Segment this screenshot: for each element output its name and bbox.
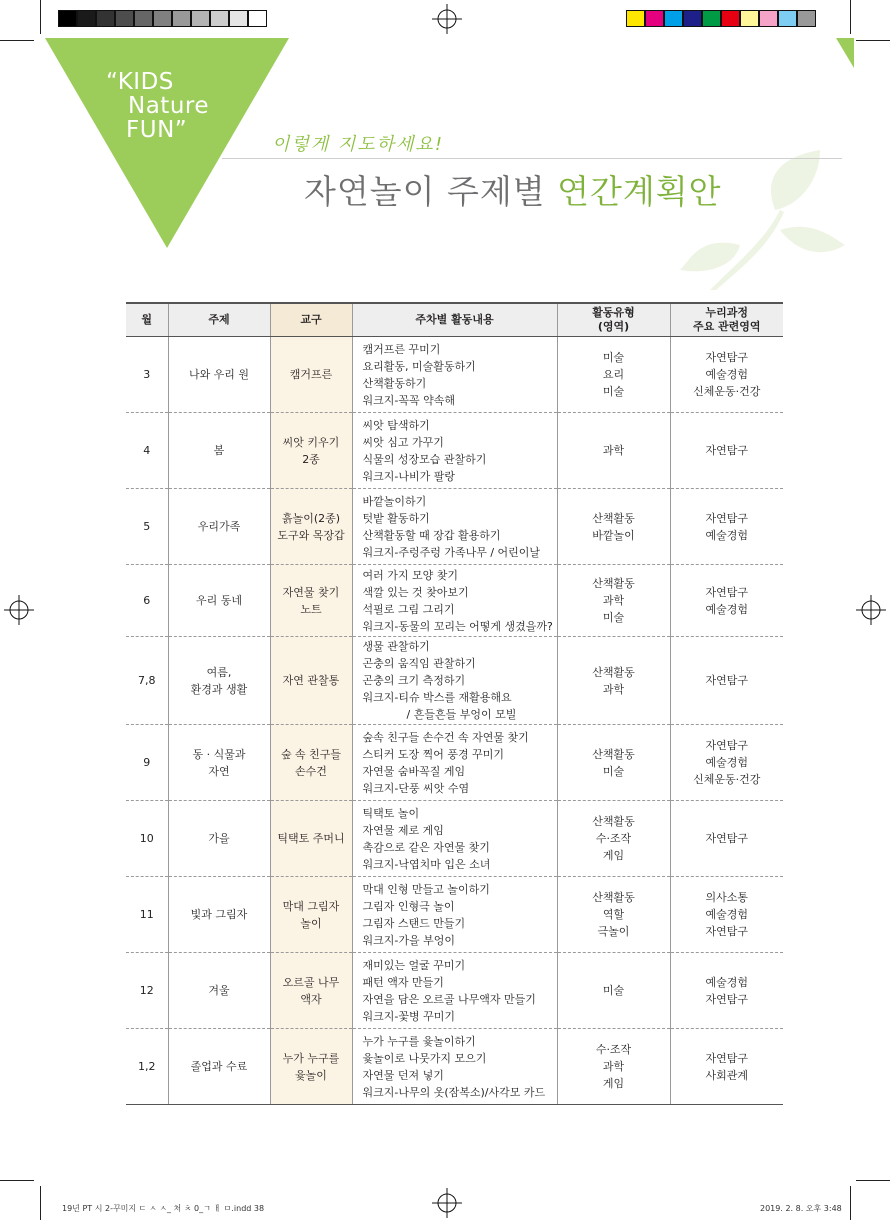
table-row: [126, 489, 783, 565]
cell-theme: 봄: [168, 413, 270, 489]
cell-tool: 자연물 찾기 노트: [270, 565, 352, 637]
table-row: [126, 565, 783, 637]
header-divider: [222, 158, 842, 159]
cell-month: 3: [126, 337, 168, 413]
cell-nuri-area: 자연탐구: [670, 801, 783, 877]
cell-nuri-area: 자연탐구 사회관계: [670, 1029, 783, 1105]
cmyk-color-bar: [626, 10, 816, 27]
logo-line-2: Nature: [128, 93, 209, 119]
cell-tool: 틱택토 주머니: [270, 801, 352, 877]
color-swatch: [115, 10, 134, 27]
table-header-row: [126, 303, 783, 337]
cell-theme: 졸업과 수료: [168, 1029, 270, 1105]
color-swatch: [58, 10, 77, 27]
cell-nuri-area: 자연탐구 예술경험: [670, 489, 783, 565]
cell-tool: 오르골 나무 액자: [270, 953, 352, 1029]
cell-nuri-area: 자연탐구: [670, 637, 783, 725]
cell-tool: 캠거프른: [270, 337, 352, 413]
cell-activities: 생물 관찰하기 곤충의 움직임 관찰하기 곤충의 크기 측정하기 워크지-티슈 박스를 재활용해요 / 흔들흔들 부엉이 모빌: [352, 637, 557, 725]
table-row: [126, 637, 783, 725]
cell-activity-type: 산책활동 과학 미술: [557, 565, 670, 637]
header-activities: 주차별 활동내용: [352, 303, 557, 337]
cell-theme: 여름, 환경과 생활: [168, 637, 270, 725]
corner-decoration: [836, 38, 854, 68]
cell-month: 5: [126, 489, 168, 565]
cell-tool: 누가 누구를 윷놀이: [270, 1029, 352, 1105]
cell-activity-type: 미술 요리 미술: [557, 337, 670, 413]
cell-activities: 씨앗 탐색하기 씨앗 심고 가꾸기 식물의 성장모습 관찰하기 워크지-나비가 팔랑: [352, 413, 557, 489]
cell-activity-type: 산책활동 바깥놀이: [557, 489, 670, 565]
cell-tool: 숲 속 친구들 손수건: [270, 725, 352, 801]
cell-activities: 바깥놀이하기 텃밭 활동하기 산책활동할 때 장갑 활용하기 워크지-주렁주렁 가족나무 / 어린이날: [352, 489, 557, 565]
table-row: [126, 877, 783, 953]
cell-tool: 자연 관찰통: [270, 637, 352, 725]
cell-activities: 여러 가지 모양 찾기 색깔 있는 것 찾아보기 석필로 그림 그리기 워크지-동물의 꼬리는 어떻게 생겼을까?: [352, 565, 557, 637]
header-tool: 교구: [270, 303, 352, 337]
crop-mark: [40, 1186, 41, 1220]
subtitle: 이렇게 지도하세요!: [272, 134, 445, 155]
cell-theme: 동 · 식물과 자연: [168, 725, 270, 801]
cell-activities: 막대 인형 만들고 놀이하기 그림자 인형극 놀이 그림자 스탠드 만들기 워크지-가을 부엉이: [352, 877, 557, 953]
cell-activity-type: 산책활동 역할 극놀이: [557, 877, 670, 953]
cell-month: 7,8: [126, 637, 168, 725]
cell-activities: 숲속 친구들 손수건 속 자연물 찾기 스티커 도장 찍어 풍경 꾸미기 자연물 숨바꼭질 게임 워크지-단풍 씨앗 수염: [352, 725, 557, 801]
cell-theme: 나와 우리 원: [168, 337, 270, 413]
title-main: 자연놀이 주제별: [304, 172, 558, 211]
cell-nuri-area: 자연탐구 예술경험 신체운동·건강: [670, 337, 783, 413]
registration-mark-icon: [856, 595, 886, 625]
crop-mark: [856, 1180, 890, 1181]
cell-month: 12: [126, 953, 168, 1029]
crop-mark: [850, 1186, 851, 1220]
header-month: 월: [126, 303, 168, 337]
color-swatch: [778, 10, 797, 27]
footer-timestamp: 2019. 2. 8. 오후 3:48: [760, 1204, 842, 1213]
cell-activity-type: 과학: [557, 413, 670, 489]
cell-tool: 씨앗 키우기 2종: [270, 413, 352, 489]
cell-activity-type: 미술: [557, 953, 670, 1029]
cell-tool: 흙놀이(2종) 도구와 목장갑: [270, 489, 352, 565]
title-highlight: 연간계획안: [557, 172, 722, 211]
crop-mark: [850, 0, 851, 34]
cell-activity-type: 산책활동 수·조작 게임: [557, 801, 670, 877]
cell-theme: 빛과 그림자: [168, 877, 270, 953]
footer-file-info: 19년 PT 시 2-꾸미지 ㄷ ㅅ ㅅ_ 처 ㅊ 0_ㄱ ㅐ ㅁ.indd 38: [62, 1204, 265, 1213]
registration-mark-icon: [432, 4, 462, 34]
color-swatch: [210, 10, 229, 27]
cell-nuri-area: 의사소통 예술경험 자연탐구: [670, 877, 783, 953]
cell-activities: 재미있는 얼굴 꾸미기 패턴 액자 만들기 자연을 담은 오르골 나무액자 만들기 워크지-꽃병 꾸미기: [352, 953, 557, 1029]
color-swatch: [248, 10, 267, 27]
logo-line-3: FUN”: [126, 117, 188, 143]
table-row: [126, 413, 783, 489]
cell-nuri-area: 자연탐구 예술경험 신체운동·건강: [670, 725, 783, 801]
color-swatch: [664, 10, 683, 27]
registration-mark-icon: [4, 595, 34, 625]
color-swatch: [721, 10, 740, 27]
logo-line-1: “KIDS: [106, 69, 174, 95]
cell-month: 10: [126, 801, 168, 877]
color-swatch: [626, 10, 645, 27]
crop-mark: [0, 1180, 34, 1181]
cell-nuri-area: 예술경험 자연탐구: [670, 953, 783, 1029]
color-swatch: [172, 10, 191, 27]
page-title: [304, 166, 722, 213]
cell-activities: 틱택토 놀이 자연물 제로 게임 촉감으로 같은 자연물 찾기 워크지-낙엽치마 입은 소녀: [352, 801, 557, 877]
color-swatch: [759, 10, 778, 27]
gray-color-bar: [58, 10, 267, 27]
color-swatch: [153, 10, 172, 27]
cell-tool: 막대 그림자 놀이: [270, 877, 352, 953]
table-row: [126, 1029, 783, 1105]
cell-nuri-area: 자연탐구: [670, 413, 783, 489]
crop-mark: [40, 0, 41, 34]
cell-activity-type: 산책활동 미술: [557, 725, 670, 801]
logo-text: [100, 70, 209, 142]
table-row: [126, 801, 783, 877]
cell-activities: 누가 누구를 윷놀이하기 윷놀이로 나뭇가지 모으기 자연물 던져 넣기 워크지-나무의 옷(잠복소)/사각모 카드: [352, 1029, 557, 1105]
color-swatch: [645, 10, 664, 27]
cell-activities: 캠거프른 꾸미기 요리활동, 미술활동하기 산책활동하기 워크지-꼭꼭 약속해: [352, 337, 557, 413]
cell-theme: 우리가족: [168, 489, 270, 565]
color-swatch: [134, 10, 153, 27]
color-swatch: [740, 10, 759, 27]
cell-month: 1,2: [126, 1029, 168, 1105]
cell-month: 4: [126, 413, 168, 489]
table-row: [126, 953, 783, 1029]
color-swatch: [96, 10, 115, 27]
color-swatch: [797, 10, 816, 27]
cell-nuri-area: 자연탐구 예술경험: [670, 565, 783, 637]
header-nuri-area: 누리과정 주요 관련영역: [670, 303, 783, 337]
color-swatch: [77, 10, 96, 27]
cell-month: 6: [126, 565, 168, 637]
table-row: [126, 337, 783, 413]
crop-mark: [856, 40, 890, 41]
cell-activity-type: 수·조작 과학 게임: [557, 1029, 670, 1105]
cell-activity-type: 산책활동 과학: [557, 637, 670, 725]
cell-month: 11: [126, 877, 168, 953]
table-row: [126, 725, 783, 801]
crop-mark: [0, 40, 34, 41]
color-swatch: [683, 10, 702, 27]
color-swatch: [229, 10, 248, 27]
header-theme: 주제: [168, 303, 270, 337]
header-activity-type: 활동유형 (영역): [557, 303, 670, 337]
color-swatch: [191, 10, 210, 27]
cell-theme: 겨울: [168, 953, 270, 1029]
color-swatch: [702, 10, 721, 27]
cell-theme: 우리 동네: [168, 565, 270, 637]
cell-month: 9: [126, 725, 168, 801]
annual-plan-table: [126, 302, 783, 1105]
registration-mark-icon: [432, 1188, 462, 1218]
cell-theme: 가을: [168, 801, 270, 877]
